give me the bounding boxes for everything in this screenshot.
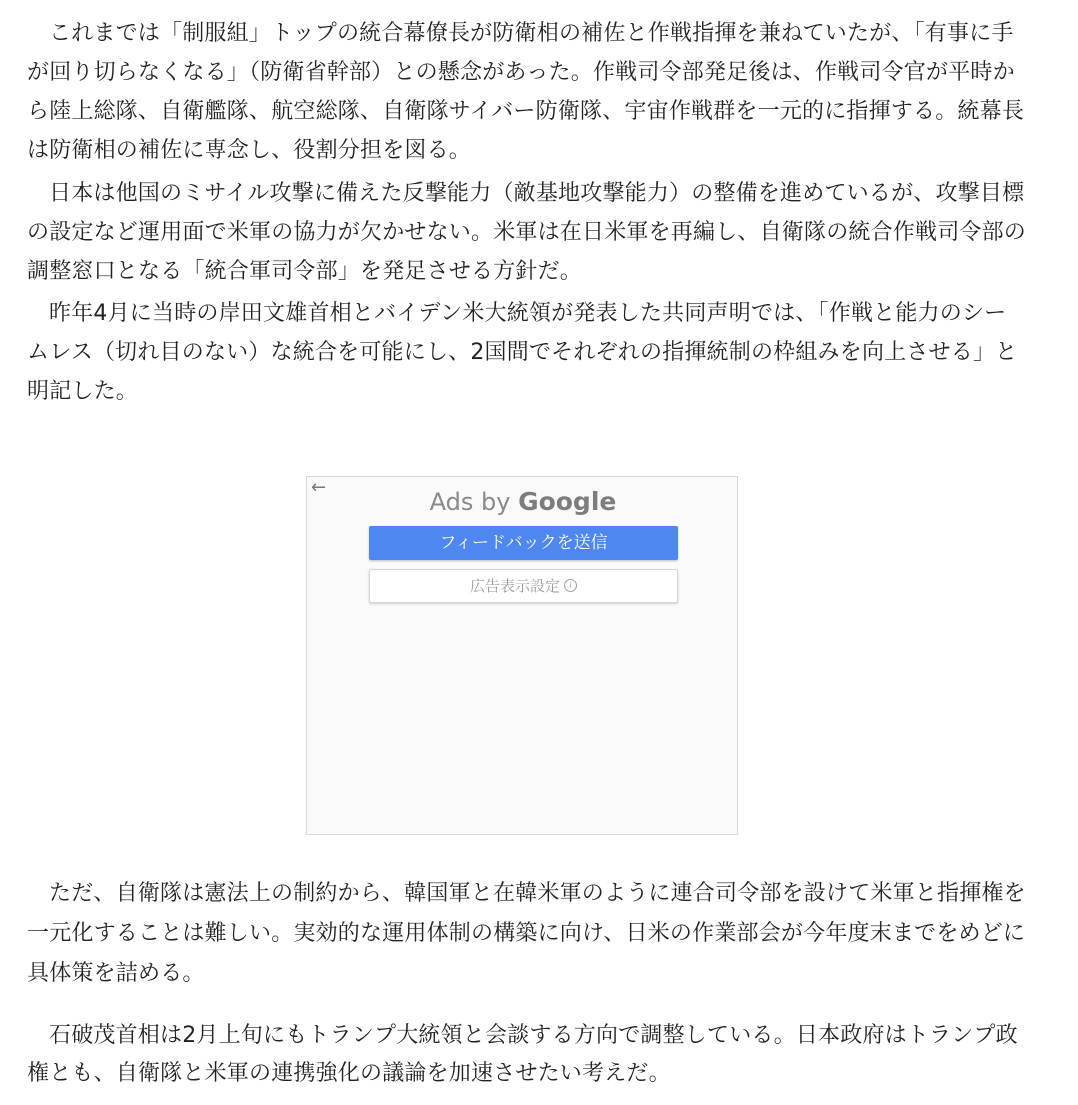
info-icon: i: [564, 579, 577, 592]
send-feedback-button[interactable]: フィードバックを送信: [369, 526, 678, 560]
paragraph-4: ただ、自衛隊は憲法上の制約から、韓国軍と在韓米軍のように連合司令部を設けて米軍と指揮権を一元化することは難しい。実効的な運用体制の構築に向け、日米の作業部会が今年度末までをめどに具体策を詰める。: [27, 881, 1026, 986]
google-logo-text: Google: [518, 487, 617, 516]
paragraph-5: 石破茂首相は2月上旬にもトランプ大統領と会談する方向で調整している。日本政府はトランプ政権とも、自衛隊と米軍の連携強化の議論を加速させたい考えだ。: [27, 1023, 1018, 1086]
ad-container: [306, 476, 738, 835]
back-arrow-icon[interactable]: ←: [311, 477, 327, 498]
ads-by-google-title: [307, 485, 739, 519]
ad-settings-button[interactable]: [369, 569, 678, 603]
paragraph-3: 昨年4月に当時の岸田文雄首相とバイデン米大統領が発表した共同声明では、「作戦と能力のシームレス（切れ目のない）な統合を可能にし、2国間でそれぞれの指揮統制の枠組みを向上させる」と明記した。: [27, 301, 1018, 404]
ads-by-label: Ads by: [429, 488, 519, 516]
paragraph-1: これまでは「制服組」トップの統合幕僚長が防衛相の補佐と作戦指揮を兼ねていたが、「有事に手が回り切らなくなる」（防衛省幹部）との懸念があった。作戦司令部発足後は、作戦司令官が平時から陸上総隊、自衛艦隊、航空総隊、自衛隊サイバー防衛隊、宇宙作戦群を一元的に指揮する。統幕長は防衛相の補佐に専念し、役割分担を図る。: [27, 21, 1025, 163]
ad-settings-label: 広告表示設定: [469, 577, 560, 595]
paragraph-2: 日本は他国のミサイル攻撃に備えた反撃能力（敵基地攻撃能力）の整備を進めているが、攻撃目標の設定など運用面で米軍の協力が欠かせない。米軍は在日米軍を再編し、自衛隊の統合作戦司令部の調整窓口となる「統合軍司令部」を発足させる方針だ。: [27, 181, 1027, 284]
